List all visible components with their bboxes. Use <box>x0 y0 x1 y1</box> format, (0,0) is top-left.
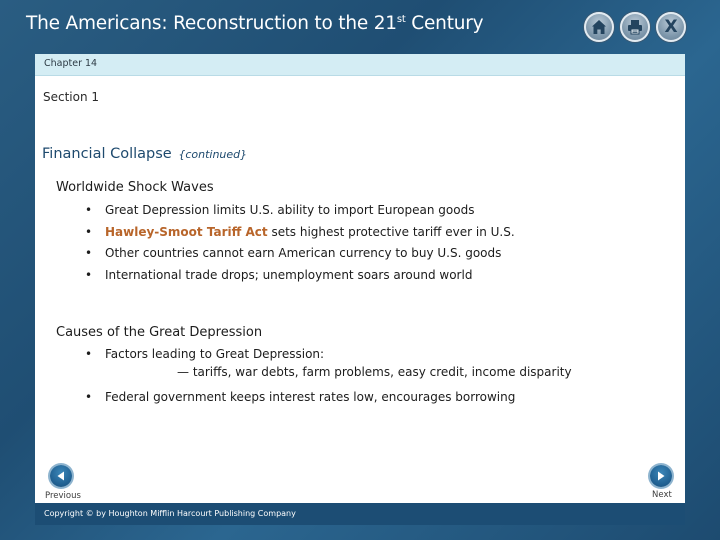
arrow-right-icon <box>655 470 667 482</box>
close-icon: X <box>664 16 678 37</box>
sub-bullet: — tariffs, war debts, farm problems, easy credit, income disparity <box>177 365 572 379</box>
title-main: The Americans: Reconstruction to the 21 <box>26 13 397 34</box>
next-button[interactable] <box>650 465 672 487</box>
home-button[interactable] <box>584 12 614 42</box>
group-heading-shock-waves: Worldwide Shock Waves <box>56 180 214 195</box>
bullet-list-causes-1 <box>85 344 324 366</box>
arrow-left-icon <box>55 470 67 482</box>
chapter-label: Chapter 14 <box>44 58 98 69</box>
slide-title-note: {continued} <box>178 148 248 161</box>
slide-title-text: Financial Collapse <box>42 146 172 162</box>
home-icon <box>590 18 608 36</box>
previous-label[interactable]: Previous <box>45 491 81 501</box>
list-item: • International trade drops; unemployment soars around world <box>85 265 515 287</box>
bullet-list-shock-waves <box>85 200 515 286</box>
title-superscript: st <box>396 14 406 25</box>
app-title <box>26 13 483 34</box>
section-label: Section 1 <box>43 90 100 104</box>
previous-button[interactable] <box>50 465 72 487</box>
next-label[interactable]: Next <box>652 490 672 500</box>
bullet-list-causes-2 <box>85 387 515 409</box>
close-button[interactable] <box>656 12 686 42</box>
list-item: • Great Depression limits U.S. ability to import European goods <box>85 200 515 222</box>
print-icon <box>626 18 644 36</box>
copyright-text: Copyright © by Houghton Mifflin Harcourt Publishing Company <box>44 509 296 518</box>
footer-bar <box>35 503 685 525</box>
slide-content <box>35 76 685 503</box>
chapter-bar <box>35 54 685 76</box>
print-button[interactable] <box>620 12 650 42</box>
slide-title <box>42 146 247 162</box>
list-item: • Federal government keeps interest rates low, encourages borrowing <box>85 387 515 409</box>
group-heading-causes: Causes of the Great Depression <box>56 325 263 340</box>
highlight-term: Hawley-Smoot Tariff Act <box>105 224 268 239</box>
list-item: • Factors leading to Great Depression: <box>85 344 324 366</box>
title-end: Century <box>405 13 484 34</box>
list-item: • Hawley-Smoot Tariff Act sets highest protective tariff ever in U.S. <box>85 222 515 244</box>
list-item: • Other countries cannot earn American currency to buy U.S. goods <box>85 243 515 265</box>
